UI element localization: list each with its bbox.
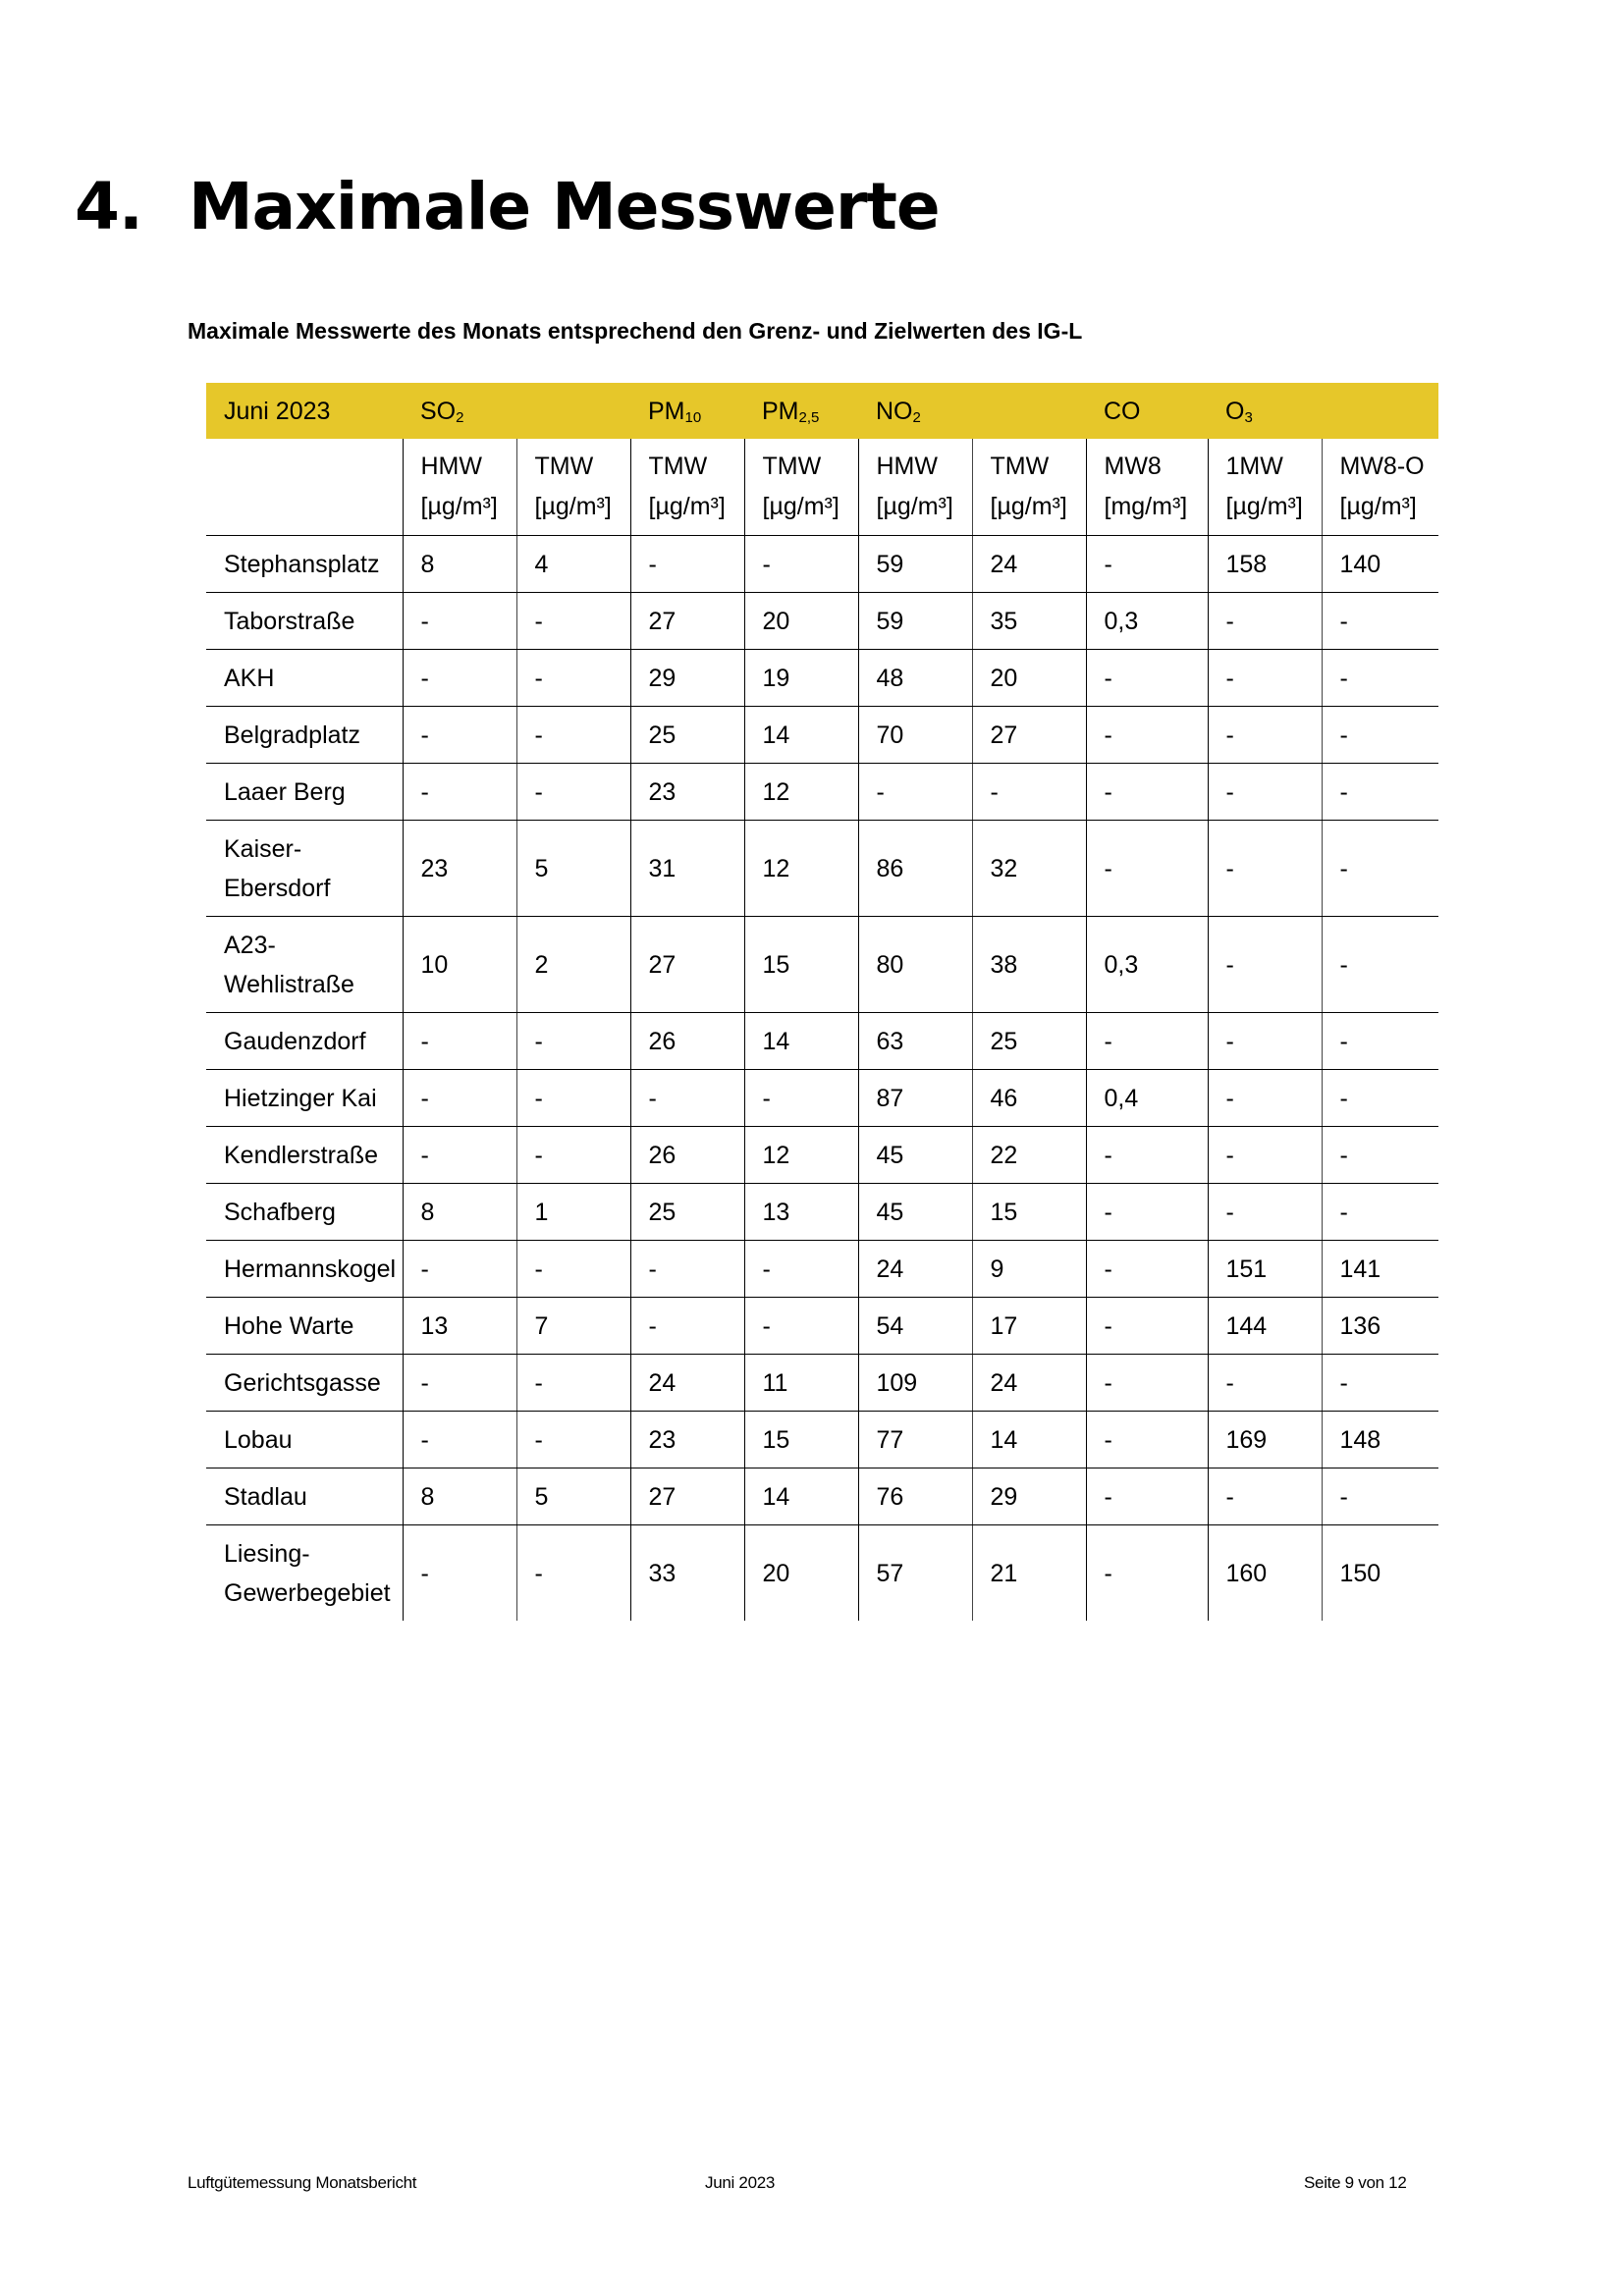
value-cell: 46 bbox=[972, 1070, 1086, 1127]
value-cell: - bbox=[516, 593, 630, 650]
column-header bbox=[630, 439, 744, 536]
value-cell: 27 bbox=[630, 917, 744, 1013]
value-cell: - bbox=[1208, 917, 1322, 1013]
value-cell: - bbox=[1322, 917, 1438, 1013]
value-cell: 86 bbox=[858, 821, 972, 917]
value-cell: - bbox=[403, 1013, 516, 1070]
station-name: Kendlerstraße bbox=[206, 1127, 403, 1184]
column-unit: [µg/m³] bbox=[876, 493, 953, 520]
station-name: AKH bbox=[206, 650, 403, 707]
value-cell: 24 bbox=[972, 1355, 1086, 1412]
column-metric: HMW bbox=[876, 453, 938, 480]
value-cell: 17 bbox=[972, 1298, 1086, 1355]
value-cell: 0,3 bbox=[1086, 917, 1208, 1013]
value-cell: - bbox=[630, 1298, 744, 1355]
value-cell: 26 bbox=[630, 1127, 744, 1184]
value-cell: - bbox=[403, 1070, 516, 1127]
value-cell: - bbox=[744, 1298, 858, 1355]
station-name: Kaiser- Ebersdorf bbox=[206, 821, 403, 917]
table-row bbox=[206, 536, 1438, 593]
value-cell: 24 bbox=[972, 536, 1086, 593]
value-cell: - bbox=[403, 1355, 516, 1412]
value-cell: 136 bbox=[1322, 1298, 1438, 1355]
table-row bbox=[206, 1525, 1438, 1622]
column-header bbox=[1086, 439, 1208, 536]
value-cell: - bbox=[516, 1241, 630, 1298]
value-cell: - bbox=[516, 1013, 630, 1070]
value-cell: 27 bbox=[630, 593, 744, 650]
value-cell: 24 bbox=[858, 1241, 972, 1298]
value-cell: 31 bbox=[630, 821, 744, 917]
value-cell: 87 bbox=[858, 1070, 972, 1127]
value-cell: - bbox=[1322, 764, 1438, 821]
station-name: Taborstraße bbox=[206, 593, 403, 650]
value-cell: 5 bbox=[516, 1468, 630, 1525]
value-cell: 8 bbox=[403, 1184, 516, 1241]
value-cell: - bbox=[1322, 1468, 1438, 1525]
value-cell: - bbox=[744, 1070, 858, 1127]
station-name: Belgradplatz bbox=[206, 707, 403, 764]
column-header bbox=[1322, 439, 1438, 536]
table-row bbox=[206, 764, 1438, 821]
value-cell: - bbox=[1208, 1468, 1322, 1525]
value-cell: 48 bbox=[858, 650, 972, 707]
value-cell: - bbox=[1322, 1184, 1438, 1241]
station-header-cell bbox=[206, 439, 403, 536]
column-metric: TMW bbox=[762, 453, 822, 480]
value-cell: - bbox=[1208, 764, 1322, 821]
value-cell: - bbox=[403, 593, 516, 650]
column-header bbox=[403, 439, 516, 536]
column-metric: 1MW bbox=[1225, 453, 1283, 480]
value-cell: - bbox=[403, 764, 516, 821]
value-cell: 80 bbox=[858, 917, 972, 1013]
value-cell: 22 bbox=[972, 1127, 1086, 1184]
value-cell: - bbox=[403, 1525, 516, 1622]
value-cell: 20 bbox=[744, 1525, 858, 1622]
value-cell: 15 bbox=[744, 1412, 858, 1468]
value-cell: 35 bbox=[972, 593, 1086, 650]
value-cell: - bbox=[1322, 707, 1438, 764]
value-cell: 160 bbox=[1208, 1525, 1322, 1622]
value-cell: - bbox=[1208, 1127, 1322, 1184]
value-cell: - bbox=[1208, 1355, 1322, 1412]
value-cell: - bbox=[403, 1127, 516, 1184]
table-row bbox=[206, 1355, 1438, 1412]
value-cell: - bbox=[403, 1241, 516, 1298]
value-cell: 1 bbox=[516, 1184, 630, 1241]
column-header bbox=[972, 439, 1086, 536]
station-name: Gaudenzdorf bbox=[206, 1013, 403, 1070]
value-cell: 14 bbox=[744, 1468, 858, 1525]
value-cell: - bbox=[1086, 536, 1208, 593]
column-header bbox=[1208, 439, 1322, 536]
value-cell: 141 bbox=[1322, 1241, 1438, 1298]
value-cell: - bbox=[1208, 593, 1322, 650]
value-cell: 14 bbox=[744, 1013, 858, 1070]
station-name: Stephansplatz bbox=[206, 536, 403, 593]
value-cell: 158 bbox=[1208, 536, 1322, 593]
value-cell: 33 bbox=[630, 1525, 744, 1622]
value-cell: - bbox=[1086, 1184, 1208, 1241]
value-cell: - bbox=[1208, 707, 1322, 764]
metric-header-row bbox=[206, 439, 1438, 536]
value-cell: 14 bbox=[744, 707, 858, 764]
value-cell: - bbox=[1086, 1241, 1208, 1298]
column-metric: HMW bbox=[420, 453, 482, 480]
value-cell: 29 bbox=[972, 1468, 1086, 1525]
value-cell: 25 bbox=[630, 1184, 744, 1241]
station-name: Gerichtsgasse bbox=[206, 1355, 403, 1412]
value-cell: 63 bbox=[858, 1013, 972, 1070]
column-metric: TMW bbox=[990, 453, 1050, 480]
value-cell: - bbox=[1208, 650, 1322, 707]
value-cell: - bbox=[972, 764, 1086, 821]
value-cell: 23 bbox=[630, 764, 744, 821]
value-cell: - bbox=[1086, 1127, 1208, 1184]
value-cell: 27 bbox=[972, 707, 1086, 764]
value-cell: 59 bbox=[858, 536, 972, 593]
value-cell: 9 bbox=[972, 1241, 1086, 1298]
table-row bbox=[206, 1468, 1438, 1525]
value-cell: 144 bbox=[1208, 1298, 1322, 1355]
value-cell: - bbox=[1086, 821, 1208, 917]
column-unit: [µg/m³] bbox=[648, 493, 726, 520]
value-cell: - bbox=[1322, 593, 1438, 650]
value-cell: - bbox=[516, 1412, 630, 1468]
value-cell: 24 bbox=[630, 1355, 744, 1412]
column-unit: [µg/m³] bbox=[1225, 493, 1303, 520]
value-cell: 45 bbox=[858, 1127, 972, 1184]
pollutant-so2: $SO_2$ bbox=[403, 383, 630, 439]
value-cell: 148 bbox=[1322, 1412, 1438, 1468]
column-metric: TMW bbox=[534, 453, 594, 480]
value-cell: 76 bbox=[858, 1468, 972, 1525]
value-cell: - bbox=[630, 1241, 744, 1298]
station-name: Schafberg bbox=[206, 1184, 403, 1241]
table-row bbox=[206, 1184, 1438, 1241]
table-row bbox=[206, 593, 1438, 650]
pollutant-header-row bbox=[206, 383, 1438, 439]
value-cell: 23 bbox=[630, 1412, 744, 1468]
footer-period: Juni 2023 bbox=[705, 2173, 776, 2192]
value-cell: - bbox=[403, 707, 516, 764]
pollutant-no2: $NO_2$ bbox=[858, 383, 1086, 439]
value-cell: 8 bbox=[403, 1468, 516, 1525]
value-cell: - bbox=[744, 536, 858, 593]
table-row bbox=[206, 707, 1438, 764]
value-cell: 57 bbox=[858, 1525, 972, 1622]
value-cell: 70 bbox=[858, 707, 972, 764]
value-cell: - bbox=[1208, 821, 1322, 917]
value-cell: 54 bbox=[858, 1298, 972, 1355]
value-cell: - bbox=[744, 1241, 858, 1298]
table-row bbox=[206, 1070, 1438, 1127]
column-header bbox=[516, 439, 630, 536]
footer-page-number: Seite 9 von 12 bbox=[1304, 2173, 1407, 2192]
value-cell: - bbox=[858, 764, 972, 821]
value-cell: - bbox=[1086, 1298, 1208, 1355]
value-cell: 140 bbox=[1322, 536, 1438, 593]
table-row bbox=[206, 821, 1438, 917]
column-unit: [µg/m³] bbox=[762, 493, 839, 520]
table-caption: Maximale Messwerte des Monats entsprechend den Grenz- und Zielwerten des IG-L bbox=[188, 318, 1083, 344]
value-cell: 2 bbox=[516, 917, 630, 1013]
value-cell: 38 bbox=[972, 917, 1086, 1013]
value-cell: 12 bbox=[744, 1127, 858, 1184]
value-cell: - bbox=[1086, 1013, 1208, 1070]
value-cell: 77 bbox=[858, 1412, 972, 1468]
column-header bbox=[744, 439, 858, 536]
column-unit: [µg/m³] bbox=[420, 493, 498, 520]
value-cell: - bbox=[516, 650, 630, 707]
value-cell: 21 bbox=[972, 1525, 1086, 1622]
footer-report-title: Luftgütemessung Monatsbericht bbox=[188, 2173, 417, 2192]
station-name: Liesing- Gewerbegebiet bbox=[224, 1539, 391, 1607]
pollutant-pm10: $PM_{10}$ bbox=[630, 383, 744, 439]
column-metric: MW8 bbox=[1104, 453, 1162, 480]
pollutant-co: CO bbox=[1086, 383, 1208, 439]
period-cell: Juni 2023 bbox=[206, 383, 403, 439]
value-cell: 59 bbox=[858, 593, 972, 650]
section-heading bbox=[75, 169, 940, 244]
column-unit: [µg/m³] bbox=[534, 493, 612, 520]
value-cell: 12 bbox=[744, 764, 858, 821]
value-cell: 26 bbox=[630, 1013, 744, 1070]
value-cell: 13 bbox=[403, 1298, 516, 1355]
table-row bbox=[206, 1412, 1438, 1468]
value-cell: 13 bbox=[744, 1184, 858, 1241]
value-cell: - bbox=[516, 707, 630, 764]
value-cell: - bbox=[1322, 1070, 1438, 1127]
value-cell: 32 bbox=[972, 821, 1086, 917]
section-number: 4. bbox=[75, 169, 142, 244]
value-cell: 29 bbox=[630, 650, 744, 707]
value-cell: - bbox=[1322, 1355, 1438, 1412]
value-cell: 25 bbox=[972, 1013, 1086, 1070]
value-cell: - bbox=[1086, 764, 1208, 821]
value-cell: 11 bbox=[744, 1355, 858, 1412]
table-row bbox=[206, 917, 1438, 1013]
station-name: Lobau bbox=[206, 1412, 403, 1468]
value-cell: - bbox=[1086, 707, 1208, 764]
value-cell: - bbox=[1208, 1184, 1322, 1241]
value-cell: - bbox=[1086, 1525, 1208, 1622]
section-title: Maximale Messwerte bbox=[189, 169, 940, 244]
value-cell: 0,4 bbox=[1086, 1070, 1208, 1127]
value-cell: 27 bbox=[630, 1468, 744, 1525]
value-cell: 19 bbox=[744, 650, 858, 707]
value-cell: 151 bbox=[1208, 1241, 1322, 1298]
value-cell: 20 bbox=[744, 593, 858, 650]
table-row bbox=[206, 1241, 1438, 1298]
station-name: Hermannskogel bbox=[206, 1241, 403, 1298]
station-name: A23- Wehlistraße bbox=[206, 917, 403, 1013]
value-cell: - bbox=[403, 650, 516, 707]
station-name: Stadlau bbox=[206, 1468, 403, 1525]
value-cell: 8 bbox=[403, 536, 516, 593]
value-cell: - bbox=[1086, 1468, 1208, 1525]
value-cell: 169 bbox=[1208, 1412, 1322, 1468]
value-cell: 45 bbox=[858, 1184, 972, 1241]
value-cell: 12 bbox=[744, 821, 858, 917]
value-cell: - bbox=[630, 1070, 744, 1127]
value-cell: - bbox=[516, 1355, 630, 1412]
value-cell: - bbox=[516, 764, 630, 821]
value-cell: 15 bbox=[972, 1184, 1086, 1241]
value-cell: 109 bbox=[858, 1355, 972, 1412]
table-row bbox=[206, 1298, 1438, 1355]
value-cell: 7 bbox=[516, 1298, 630, 1355]
value-cell: 14 bbox=[972, 1412, 1086, 1468]
value-cell: - bbox=[1086, 650, 1208, 707]
column-metric: MW8-O bbox=[1339, 453, 1425, 480]
value-cell: - bbox=[1322, 650, 1438, 707]
station-name: Hietzinger Kai bbox=[206, 1070, 403, 1127]
value-cell: 20 bbox=[972, 650, 1086, 707]
value-cell: - bbox=[1322, 1127, 1438, 1184]
value-cell: - bbox=[1208, 1070, 1322, 1127]
table-row bbox=[206, 650, 1438, 707]
value-cell: - bbox=[630, 536, 744, 593]
column-metric: TMW bbox=[648, 453, 708, 480]
value-cell: 5 bbox=[516, 821, 630, 917]
table-row bbox=[206, 1013, 1438, 1070]
column-header bbox=[858, 439, 972, 536]
pollutant-pm25: $PM_{2,5}$ bbox=[744, 383, 858, 439]
value-cell: 25 bbox=[630, 707, 744, 764]
value-cell: 23 bbox=[403, 821, 516, 917]
value-cell: - bbox=[1322, 1013, 1438, 1070]
max-values-table bbox=[206, 383, 1438, 1621]
value-cell: 10 bbox=[403, 917, 516, 1013]
value-cell: - bbox=[1208, 1013, 1322, 1070]
value-cell: - bbox=[516, 1525, 630, 1622]
value-cell: - bbox=[1086, 1355, 1208, 1412]
column-unit: [mg/m³] bbox=[1104, 493, 1188, 520]
value-cell: 15 bbox=[744, 917, 858, 1013]
value-cell: - bbox=[1322, 821, 1438, 917]
station-name: Laaer Berg bbox=[206, 764, 403, 821]
value-cell: - bbox=[403, 1412, 516, 1468]
value-cell: - bbox=[516, 1127, 630, 1184]
column-unit: [µg/m³] bbox=[1339, 493, 1417, 520]
value-cell: 150 bbox=[1322, 1525, 1438, 1622]
value-cell: 0,3 bbox=[1086, 593, 1208, 650]
column-unit: [µg/m³] bbox=[990, 493, 1067, 520]
value-cell: - bbox=[516, 1070, 630, 1127]
table-row bbox=[206, 1127, 1438, 1184]
value-cell: - bbox=[1086, 1412, 1208, 1468]
value-cell: 4 bbox=[516, 536, 630, 593]
station-name: Hohe Warte bbox=[206, 1298, 403, 1355]
pollutant-o3: $O_3$ bbox=[1208, 383, 1438, 439]
